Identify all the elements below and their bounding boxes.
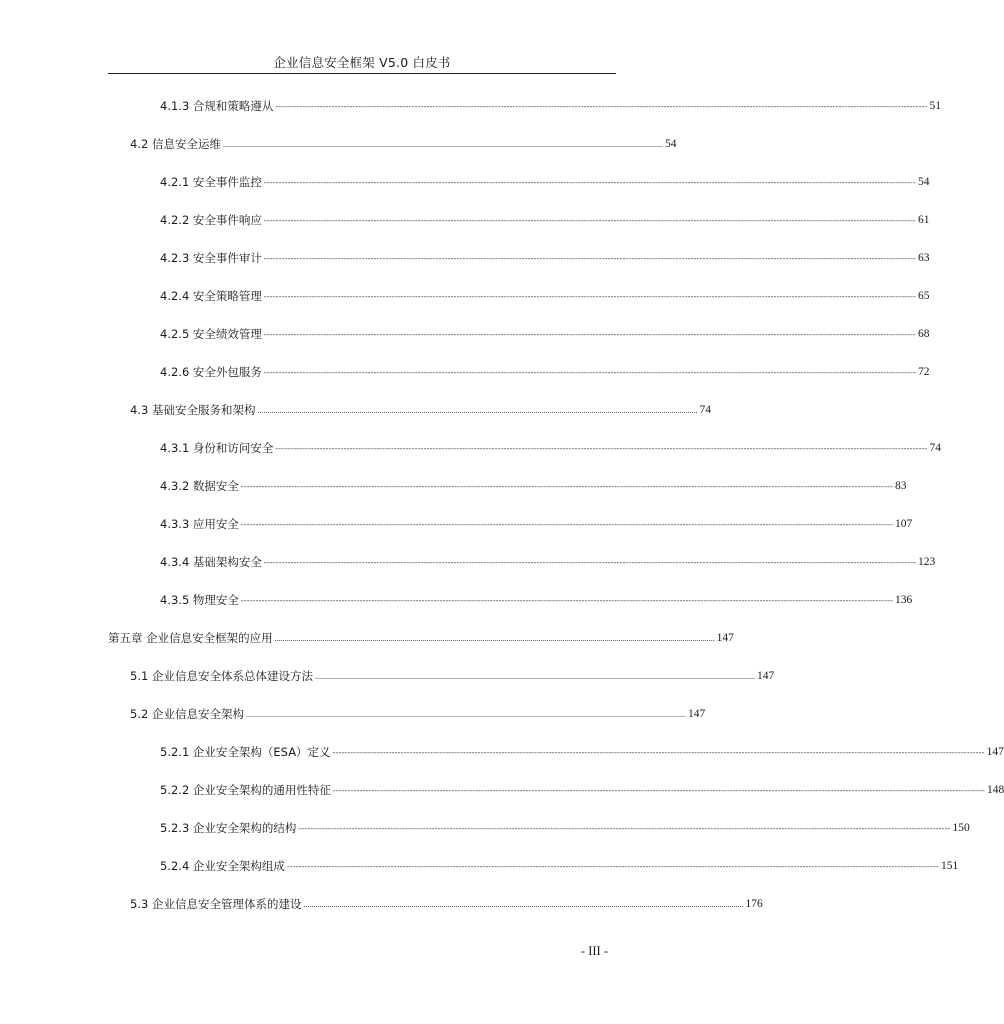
toc-entry-label: 5.1 企业信息安全体系总体建设方法 (130, 669, 313, 683)
toc-leader: ---------------------------------------------------------------------------------------------------------------------------------------------------------------------------------------------------------------------------- (240, 520, 894, 529)
toc-entry-label: 4.2.5 安全绩效管理 (160, 327, 262, 341)
toc-page-number: 150 (952, 822, 970, 834)
toc-page-number: 72 (918, 366, 930, 378)
toc-leader: ............................................................................................................................................................................................................................ (222, 140, 663, 149)
toc-leader: ---------------------------------------------------------------------------------------------------------------------------------------------------------------------------------------------------------------------------- (263, 292, 917, 301)
toc-page-number: 51 (929, 100, 942, 112)
toc-entry[interactable] (130, 706, 706, 722)
toc-leader: ---------------------------------------------------------------------------------------------------------------------------------------------------------------------------------------------------------------------------- (332, 786, 986, 795)
toc-entry[interactable] (160, 744, 1004, 760)
toc-entry[interactable] (160, 858, 959, 874)
toc-entry-label: 4.2.1 安全事件监控 (160, 175, 262, 189)
toc-leader: ---------------------------------------------------------------------------------------------------------------------------------------------------------------------------------------------------------------------------- (275, 444, 928, 453)
toc-entry[interactable] (160, 98, 942, 114)
toc-page-number: 147 (986, 746, 1004, 758)
toc-leader: ---------------------------------------------------------------------------------------------------------------------------------------------------------------------------------------------------------------------------- (240, 482, 894, 491)
toc-leader: ............................................................................................................................................................................................................................ (274, 634, 715, 643)
toc-entry-label: 5.2 企业信息安全架构 (130, 707, 244, 721)
toc-entry-label: 4.3.5 物理安全 (160, 593, 239, 607)
toc-entry-label: 4.2 信息安全运维 (130, 137, 221, 151)
toc-entry-label: 4.3.4 基础架构安全 (160, 555, 262, 569)
toc-page-number: 151 (941, 860, 959, 872)
toc-entry-label: 5.2.2 企业安全架构的通用性特征 (160, 783, 331, 797)
toc-page-number: 147 (756, 670, 775, 682)
toc-leader: ............................................................................................................................................................................................................................ (314, 672, 755, 681)
page-number: - III - (580, 944, 608, 958)
toc-page-number: 147 (687, 708, 706, 720)
toc-page-number: 123 (918, 556, 936, 568)
toc-entry-label: 4.3.2 数据安全 (160, 479, 239, 493)
toc-page-number: 136 (895, 594, 913, 606)
toc-entry[interactable] (160, 212, 930, 228)
toc-entry[interactable] (130, 896, 763, 912)
toc-entry[interactable] (160, 326, 930, 342)
toc-entry-label: 5.2.4 企业安全架构组成 (160, 859, 285, 873)
running-header-title: 企业信息安全框架 V5.0 白皮书 (273, 55, 451, 70)
toc-entry-label: 5.2.1 企业安全架构（ESA）定义 (160, 745, 331, 759)
toc-leader: ---------------------------------------------------------------------------------------------------------------------------------------------------------------------------------------------------------------------------- (263, 330, 917, 339)
toc-entry[interactable] (160, 478, 907, 494)
toc-page-number: 74 (929, 442, 942, 454)
toc-entry-label: 第五章 企业信息安全框架的应用 (108, 631, 273, 645)
toc-leader: ---------------------------------------------------------------------------------------------------------------------------------------------------------------------------------------------------------------------------- (263, 368, 917, 377)
toc-leader: ---------------------------------------------------------------------------------------------------------------------------------------------------------------------------------------------------------------------------- (275, 102, 928, 111)
toc-leader: ---------------------------------------------------------------------------------------------------------------------------------------------------------------------------------------------------------------------------- (263, 254, 917, 263)
toc-page-number: 176 (745, 898, 763, 910)
toc-entry[interactable] (160, 554, 936, 570)
toc-leader: ---------------------------------------------------------------------------------------------------------------------------------------------------------------------------------------------------------------------------- (263, 216, 917, 225)
toc-leader: ---------------------------------------------------------------------------------------------------------------------------------------------------------------------------------------------------------------------------- (298, 824, 951, 833)
toc-entry-label: 4.1.3 合规和策略遵从 (160, 99, 274, 113)
toc-entry[interactable] (160, 288, 930, 304)
toc-entry[interactable] (130, 136, 677, 152)
toc-page-number: 68 (918, 328, 930, 340)
toc-leader: ............................................................................................................................................................................................................................ (245, 710, 686, 719)
toc-page-number: 63 (918, 252, 930, 264)
toc-entry-label: 4.2.6 安全外包服务 (160, 365, 262, 379)
toc-page-number: 54 (918, 176, 930, 188)
toc-entry[interactable] (130, 668, 775, 684)
toc-entry[interactable] (160, 516, 913, 532)
toc-entry[interactable] (160, 440, 942, 456)
toc-entry[interactable] (160, 250, 930, 266)
toc-page-number: 107 (895, 518, 913, 530)
toc-entry[interactable] (160, 592, 913, 608)
toc-entry[interactable] (160, 364, 930, 380)
toc-entry-label: 4.2.2 安全事件响应 (160, 213, 262, 227)
toc-page-number: 54 (664, 138, 677, 150)
toc-entry-label: 4.2.3 安全事件审计 (160, 251, 262, 265)
toc-leader: ---------------------------------------------------------------------------------------------------------------------------------------------------------------------------------------------------------------------------- (263, 178, 917, 187)
toc-entry-label: 5.3 企业信息安全管理体系的建设 (130, 897, 302, 911)
toc-page-number: 83 (895, 480, 907, 492)
toc-entry-label: 4.3.3 应用安全 (160, 517, 239, 531)
toc-entry[interactable] (130, 402, 711, 418)
toc-leader: ---------------------------------------------------------------------------------------------------------------------------------------------------------------------------------------------------------------------------- (286, 862, 940, 871)
toc-page-number: 74 (699, 404, 711, 416)
header-rule (108, 73, 616, 74)
toc-entry[interactable] (108, 630, 734, 646)
toc-page-number: 65 (918, 290, 930, 302)
toc-leader: ---------------------------------------------------------------------------------------------------------------------------------------------------------------------------------------------------------------------------- (263, 558, 917, 567)
toc-page-number: 147 (716, 632, 734, 644)
toc-leader: ............................................................................................................................................................................................................................ (257, 406, 698, 415)
toc-leader: ---------------------------------------------------------------------------------------------------------------------------------------------------------------------------------------------------------------------------- (332, 748, 985, 757)
toc-entry[interactable] (160, 820, 970, 836)
toc-entry-label: 5.2.3 企业安全架构的结构 (160, 821, 297, 835)
toc-entry-label: 4.3 基础安全服务和架构 (130, 403, 256, 417)
toc-entry[interactable] (160, 174, 930, 190)
toc-page-number: 61 (918, 214, 930, 226)
toc-entry[interactable] (160, 782, 1004, 798)
toc-leader: ............................................................................................................................................................................................................................ (303, 900, 744, 909)
toc-entry-label: 4.2.4 安全策略管理 (160, 289, 262, 303)
toc-leader: ---------------------------------------------------------------------------------------------------------------------------------------------------------------------------------------------------------------------------- (240, 596, 894, 605)
toc-page-number: 148 (987, 784, 1004, 796)
toc-entry-label: 4.3.1 身份和访问安全 (160, 441, 274, 455)
